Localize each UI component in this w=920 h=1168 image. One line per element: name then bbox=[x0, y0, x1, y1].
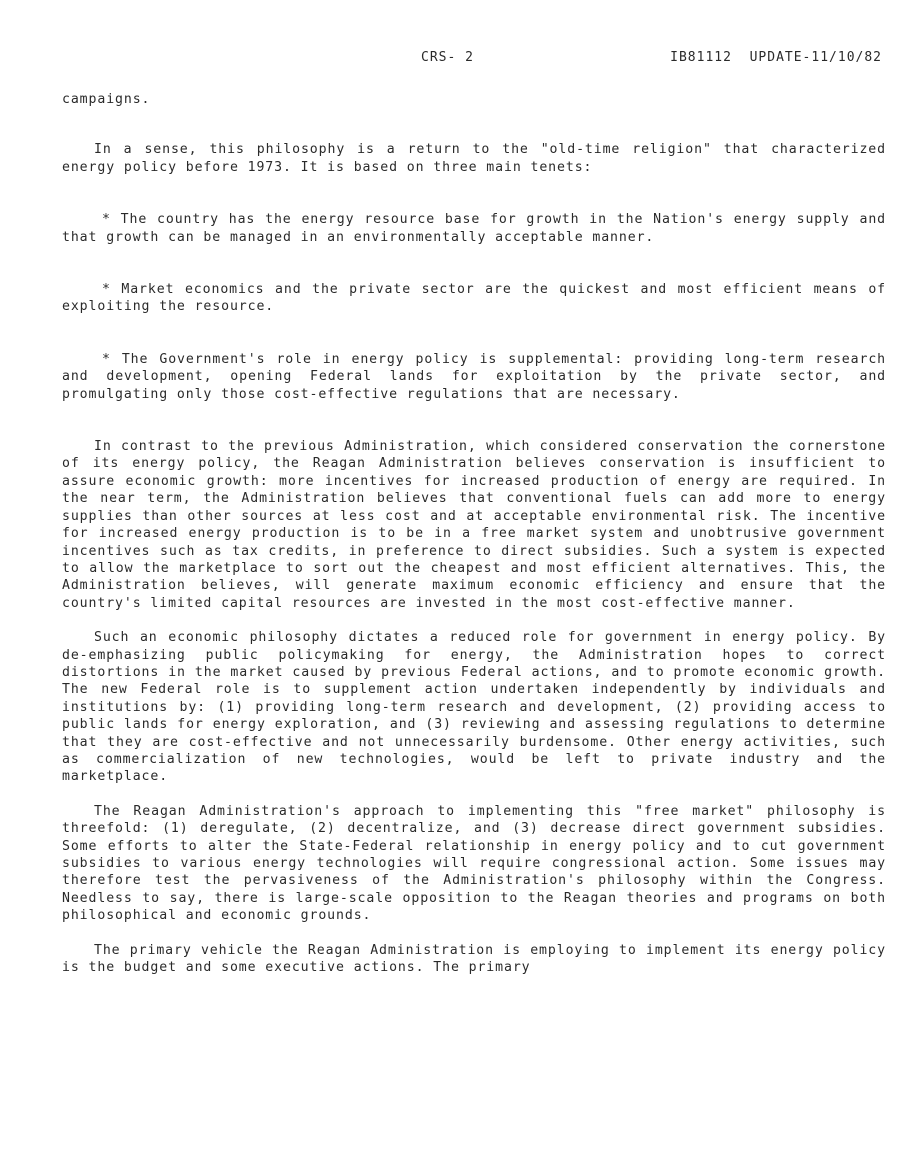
paragraph-contrast: In contrast to the previous Administration, which considered conservation the cornerstone of its energy policy, the Reagan Administration believes conservation is insufficient to assure economic growth: more incentives for increased production of energy are required. In the near term, the Administration believes that conventional fuels can add more to energy supplies than other sources at less cost and at acceptable environmental risk. The incentive for increased energy production is to be in a free market system and unobtrusive government incentives such as tax credits, in preference to direct subsidies. Such a system is expected to allow the marketplace to sort out the cheapest and most efficient alternatives. This, the Administration believes, will generate maximum economic efficiency and ensure that the country's limited capital resources are invested in the most cost-effective manner. bbox=[62, 439, 886, 611]
page-header bbox=[62, 50, 886, 68]
tenet-item-1: * The country has the energy resource base for growth in the Nation's energy supply and that growth can be managed in an environmentally acceptable manner. bbox=[62, 212, 886, 245]
paragraph-approach: The Reagan Administration's approach to implementing this "free market" philosophy is threefold: (1) deregulate, (2) decentralize, and (3) decrease direct government subsidies. Some efforts to alter the State-Federal relationship in energy policy and to cut government subsidies to various energy technologies will require congressional action. Some issues may therefore test the pervasiveness of the Administration's philosophy within the Congress. Needless to say, there is large-scale opposition to the Reagan theories and programs on both philosophical and economic grounds. bbox=[62, 803, 886, 924]
tenet-item-2: * Market economics and the private sector are the quickest and most efficient means of exploiting the resource. bbox=[62, 282, 886, 315]
document-id-label: IB81112 UPDATE-11/10/82 bbox=[670, 50, 882, 65]
paragraph-primary-vehicle: The primary vehicle the Reagan Administration is employing to implement its energy policy is the budget and some executive actions. The primary bbox=[62, 942, 886, 976]
paragraph-continuation: campaigns. bbox=[62, 92, 151, 107]
paragraph-intro: In a sense, this philosophy is a return to the "old-time religion" that characterized energy policy before 1973. It is based on three main tenets: bbox=[62, 142, 886, 175]
tenet-item-3: * The Government's role in energy policy is supplemental: providing long-term research and development, opening Federal lands for exploitation by the private sector, and promulgating only those cost-effective regulations that are necessary. bbox=[62, 351, 886, 402]
document-page bbox=[62, 50, 886, 976]
paragraph-economic-philosophy: Such an economic philosophy dictates a reduced role for government in energy policy. By de-emphasizing public policymaking for energy, the Administration hopes to correct distortions in the market caused by previous Federal actions, and to promote economic growth. The new Federal role is to supplement action undertaken independently by individuals and institutions by: (1) providing long-term research and development, (2) providing access to public lands for energy exploration, and (3) reviewing and assessing regulations to determine that they are cost-effective and not unnecessarily burdensome. Other energy activities, such as commercialization of new technologies, would be left to private industry and the marketplace. bbox=[62, 630, 886, 785]
page-number-label: CRS- 2 bbox=[421, 50, 474, 65]
